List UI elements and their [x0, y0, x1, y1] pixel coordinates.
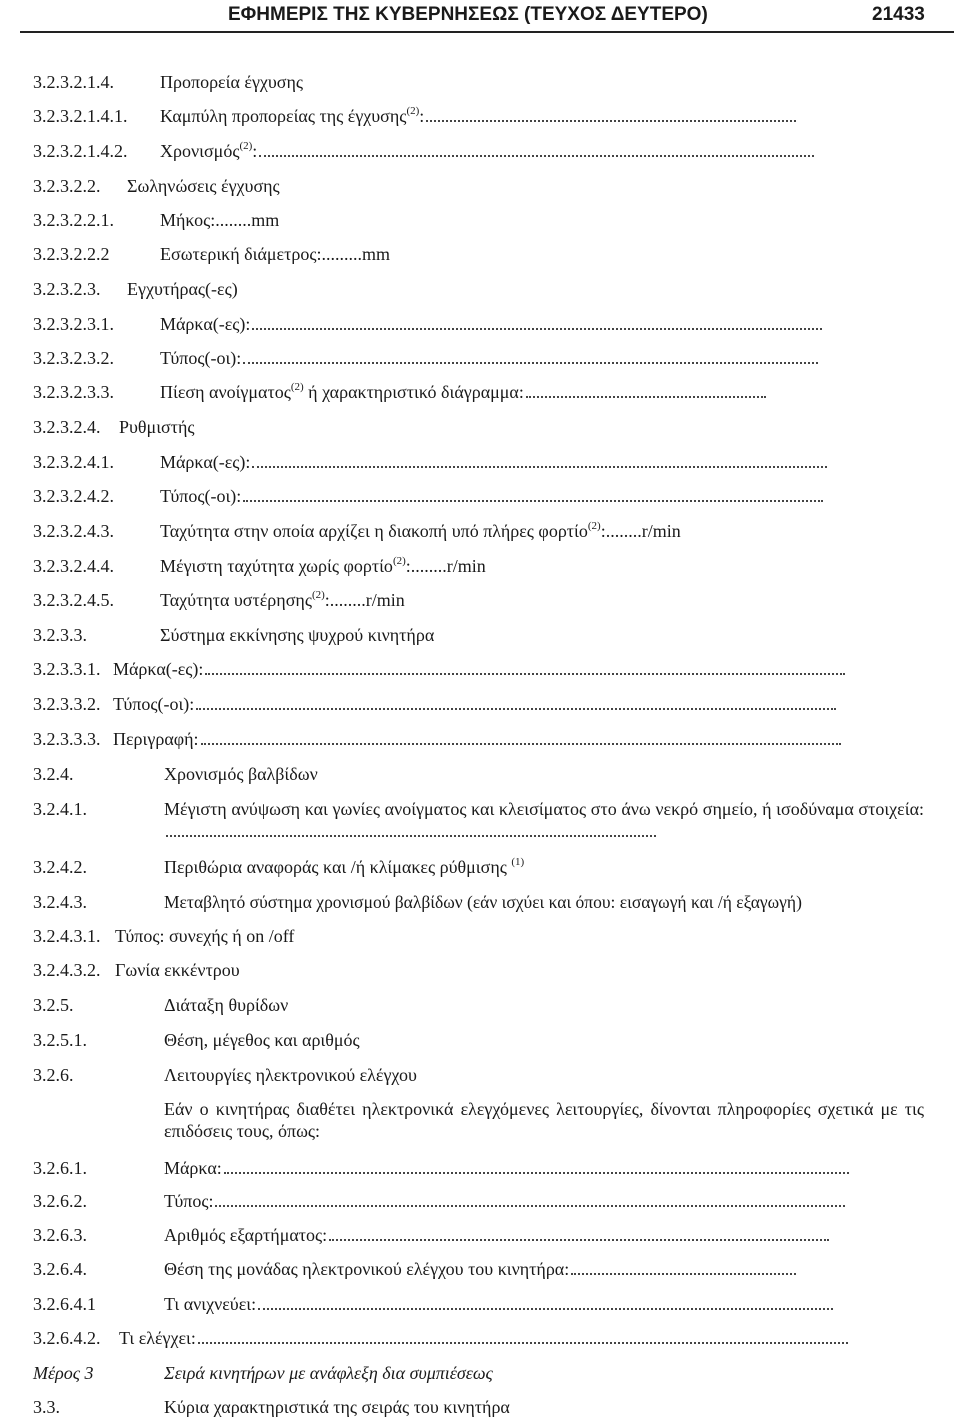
section-suffix: :........r/min [324, 590, 405, 610]
gazette-title: ΕΦΗΜΕΡΙΣ ΤΗΣ ΚΥΒΕΡΝΗΣΕΩΣ (ΤΕΥΧΟΣ ΔΕΥΤΕΡΟ) [228, 4, 708, 25]
section-number: 3.2.6.3. [33, 1225, 87, 1245]
section-number: 3.2.6.1. [33, 1158, 87, 1178]
list-item [33, 1098, 933, 1146]
section-suffix: :........r/min [600, 521, 681, 541]
section-number: 3.2.6.4. [33, 1259, 87, 1279]
list-item [33, 243, 933, 267]
list-item [33, 140, 933, 164]
list-item [33, 347, 933, 371]
section-text: Τύπος: συνεχής ή on /off [115, 926, 295, 946]
section-text: Θέση της μονάδας ηλεκτρονικού ελέγχου του κινητήρα: [164, 1259, 570, 1279]
section-number: 3.2.3.2.4.5. [33, 590, 114, 610]
fill-in-dots [215, 1205, 845, 1207]
section-text: Χρονισμός [160, 141, 240, 161]
section-text: Μήκος:........mm [160, 210, 280, 230]
section-text: Ταχύτητα στην οποία αρχίζει η διακοπή υπό πλήρες φορτίο [160, 521, 588, 541]
list-item [33, 925, 933, 949]
footnote-ref: (1) [511, 856, 525, 868]
section-number: 3.2.6.2. [33, 1191, 87, 1211]
section-text: Θέση, μέγεθος και αριθμός [164, 1030, 360, 1050]
list-item [33, 1327, 933, 1351]
section-text: Προπορεία έγχυσης [160, 72, 304, 92]
section-suffix: : [252, 141, 258, 161]
list-item [33, 416, 933, 440]
section-text: Διάταξη θυρίδων [164, 995, 289, 1015]
section-number: 3.2.4.2. [33, 857, 87, 877]
page-header [0, 0, 960, 30]
fill-in-dots [252, 466, 827, 468]
list-item [33, 1064, 933, 1088]
section-number: 3.2.3.2.4. [33, 417, 101, 437]
fill-in-dots [201, 743, 841, 745]
footnote-ref: (2) [239, 140, 253, 152]
section-number: 3.2.3.2.4.4. [33, 556, 114, 576]
section-text: Χρονισμός βαλβίδων [164, 764, 318, 784]
part-label: Μέρος 3 [33, 1363, 94, 1383]
list-item [33, 798, 933, 846]
section-number: 3.2.3.2.1.4.1. [33, 106, 128, 126]
section-text: Σωληνώσεις έγχυσης [127, 176, 280, 196]
footnote-ref: (2) [406, 105, 420, 117]
section-number: 3.2.3.2.3.3. [33, 382, 114, 402]
list-item [33, 1190, 933, 1214]
section-number: 3.2.4.3.1. [33, 926, 101, 946]
section-text: Τύπος(-οι): [160, 486, 242, 506]
list-item [33, 313, 933, 337]
fill-in-dots [329, 1239, 829, 1241]
list-item [33, 1258, 933, 1282]
list-item [33, 693, 933, 717]
section-number: 3.2.3.2.4.3. [33, 521, 114, 541]
fill-in-dots [252, 328, 822, 330]
section-number: 3.2.3.2.3.1. [33, 314, 114, 334]
fill-in-dots [526, 396, 766, 398]
list-item [33, 520, 933, 544]
section-number: 3.2.3.2.4.1. [33, 452, 114, 472]
section-number: 3.2.5.1. [33, 1030, 87, 1050]
section-number: 3.2.6.4.2. [33, 1328, 101, 1348]
section-text: Λειτουργίες ηλεκτρονικού ελέγχου [164, 1065, 417, 1085]
list-item [33, 1293, 933, 1317]
section-number: 3.2.3.2.2.2 [33, 244, 110, 264]
section-number: 3.2.3.2.1.4. [33, 72, 114, 92]
section-text: Μέγιστη ταχύτητα χωρίς φορτίο [160, 556, 393, 576]
list-item [33, 658, 933, 682]
fill-in-dots [258, 1308, 833, 1310]
section-number: 3.2.3.2.2. [33, 176, 101, 196]
footnote-ref: (2) [587, 520, 601, 532]
footnote-ref: (2) [290, 381, 304, 393]
list-item [33, 71, 933, 95]
list-item [33, 485, 933, 509]
section-number: 3.2.4.3.2. [33, 960, 101, 980]
section-number: 3.2.6. [33, 1065, 74, 1085]
section-number: 3.2.3.3.1. [33, 659, 101, 679]
list-item [33, 451, 933, 475]
section-number: 3.2.3.2.1.4.2. [33, 141, 128, 161]
fill-in-dots [426, 120, 796, 122]
section-text: Περιθώρια αναφοράς και /ή κλίμακες ρύθμισης [164, 857, 507, 877]
footnote-ref: (2) [311, 589, 325, 601]
list-item [33, 1396, 933, 1418]
section-text: Τι ελέγχει: [119, 1328, 196, 1348]
section-text: Εάν ο κινητήρας διαθέτει ηλεκτρονικά ελεγχόμενες λειτουργίες, δίνονται πληροφορίες σχετικά με τις επιδόσεις τους, όπως: [164, 1099, 924, 1141]
section-text: Μάρκα(-ες): [160, 452, 251, 472]
section-text: Μέγιστη ανύψωση και γωνίες ανοίγματος και κλεισίματος στο άνω νεκρό σημείο, ή ισοδύναμα στοιχεία: [164, 799, 924, 819]
section-text: Τύπος(-οι): [160, 348, 242, 368]
list-item [33, 763, 933, 787]
section-number: 3.2.3.2.3.2. [33, 348, 114, 368]
list-item [33, 856, 933, 880]
section-suffix: : [419, 106, 425, 126]
section-number: 3.2.3.2.2.1. [33, 210, 114, 230]
section-text: Εγχυτήρας(-ες) [127, 279, 238, 299]
section-text: Εσωτερική διάμετρος:.........mm [160, 244, 390, 264]
list-item [33, 624, 933, 648]
section-text: Γωνία εκκέντρου [115, 960, 240, 980]
section-text: Κύρια χαρακτηριστικά της σειράς του κινητήρα [164, 1397, 510, 1417]
part-title: Σειρά κινητήρων με ανάφλεξη δια συμπιέσεως [164, 1363, 493, 1383]
list-item [33, 278, 933, 302]
header-rule [20, 31, 954, 33]
fill-in-dots [198, 1342, 848, 1344]
section-suffix: :........r/min [405, 556, 486, 576]
section-text: Καμπύλη προπορείας της έγχυσης [160, 106, 407, 126]
section-text: Περιγραφή: [113, 729, 199, 749]
section-text: Ρυθμιστής [119, 417, 195, 437]
fill-in-dots [243, 500, 823, 502]
page-number: 21433 [872, 4, 925, 25]
section-number: 3.2.4.3. [33, 892, 87, 912]
list-item [33, 994, 933, 1018]
section-number: 3.2.3.2.3. [33, 279, 101, 299]
section-text: Μάρκα(-ες): [113, 659, 204, 679]
fill-in-dots [205, 673, 845, 675]
fill-in-dots [243, 362, 818, 364]
list-item [33, 175, 933, 199]
section-text: Τι ανιχνεύει: [164, 1294, 257, 1314]
section-text: Τύπος(-οι): [113, 694, 195, 714]
fill-in-dots [224, 1172, 849, 1174]
section-suffix: ή χαρακτηριστικό διάγραμμα: [303, 382, 524, 402]
section-text: Μεταβλητό σύστημα χρονισμού βαλβίδων (εάν ισχύει και όπου: εισαγωγή και /ή εξαγωγή) [164, 892, 802, 912]
section-text: Αριθμός εξαρτήματος: [164, 1225, 328, 1245]
fill-in-dots [166, 835, 656, 837]
list-item [33, 959, 933, 983]
section-number: 3.2.3.3.2. [33, 694, 101, 714]
section-number: 3.2.3.2.4.2. [33, 486, 114, 506]
section-text: Σύστημα εκκίνησης ψυχρού κινητήρα [160, 625, 435, 645]
section-number: 3.2.4. [33, 764, 74, 784]
fill-in-dots [196, 708, 836, 710]
section-text: Μάρκα: [164, 1158, 222, 1178]
section-text: Τύπος: [164, 1191, 214, 1211]
section-text: Μάρκα(-ες): [160, 314, 251, 334]
section-text: Ταχύτητα υστέρησης [160, 590, 312, 610]
list-item [33, 1029, 933, 1053]
list-item [33, 728, 933, 752]
section-number: 3.2.5. [33, 995, 74, 1015]
fill-in-dots [571, 1273, 796, 1275]
list-item [33, 1224, 933, 1248]
list-item [33, 105, 933, 129]
fill-in-dots [259, 155, 814, 157]
footnote-ref: (2) [392, 555, 406, 567]
list-item [33, 1157, 933, 1181]
section-number: 3.2.6.4.1 [33, 1294, 96, 1314]
list-item [33, 555, 933, 579]
list-item [33, 891, 933, 915]
list-item [33, 589, 933, 613]
list-item [33, 381, 933, 405]
part-heading [33, 1362, 933, 1386]
section-number: 3.2.3.3. [33, 625, 87, 645]
section-number: 3.3. [33, 1397, 60, 1417]
section-number: 3.2.3.3.3. [33, 729, 101, 749]
section-text: Πίεση ανοίγματος [160, 382, 291, 402]
section-number: 3.2.4.1. [33, 799, 87, 819]
list-item [33, 209, 933, 233]
